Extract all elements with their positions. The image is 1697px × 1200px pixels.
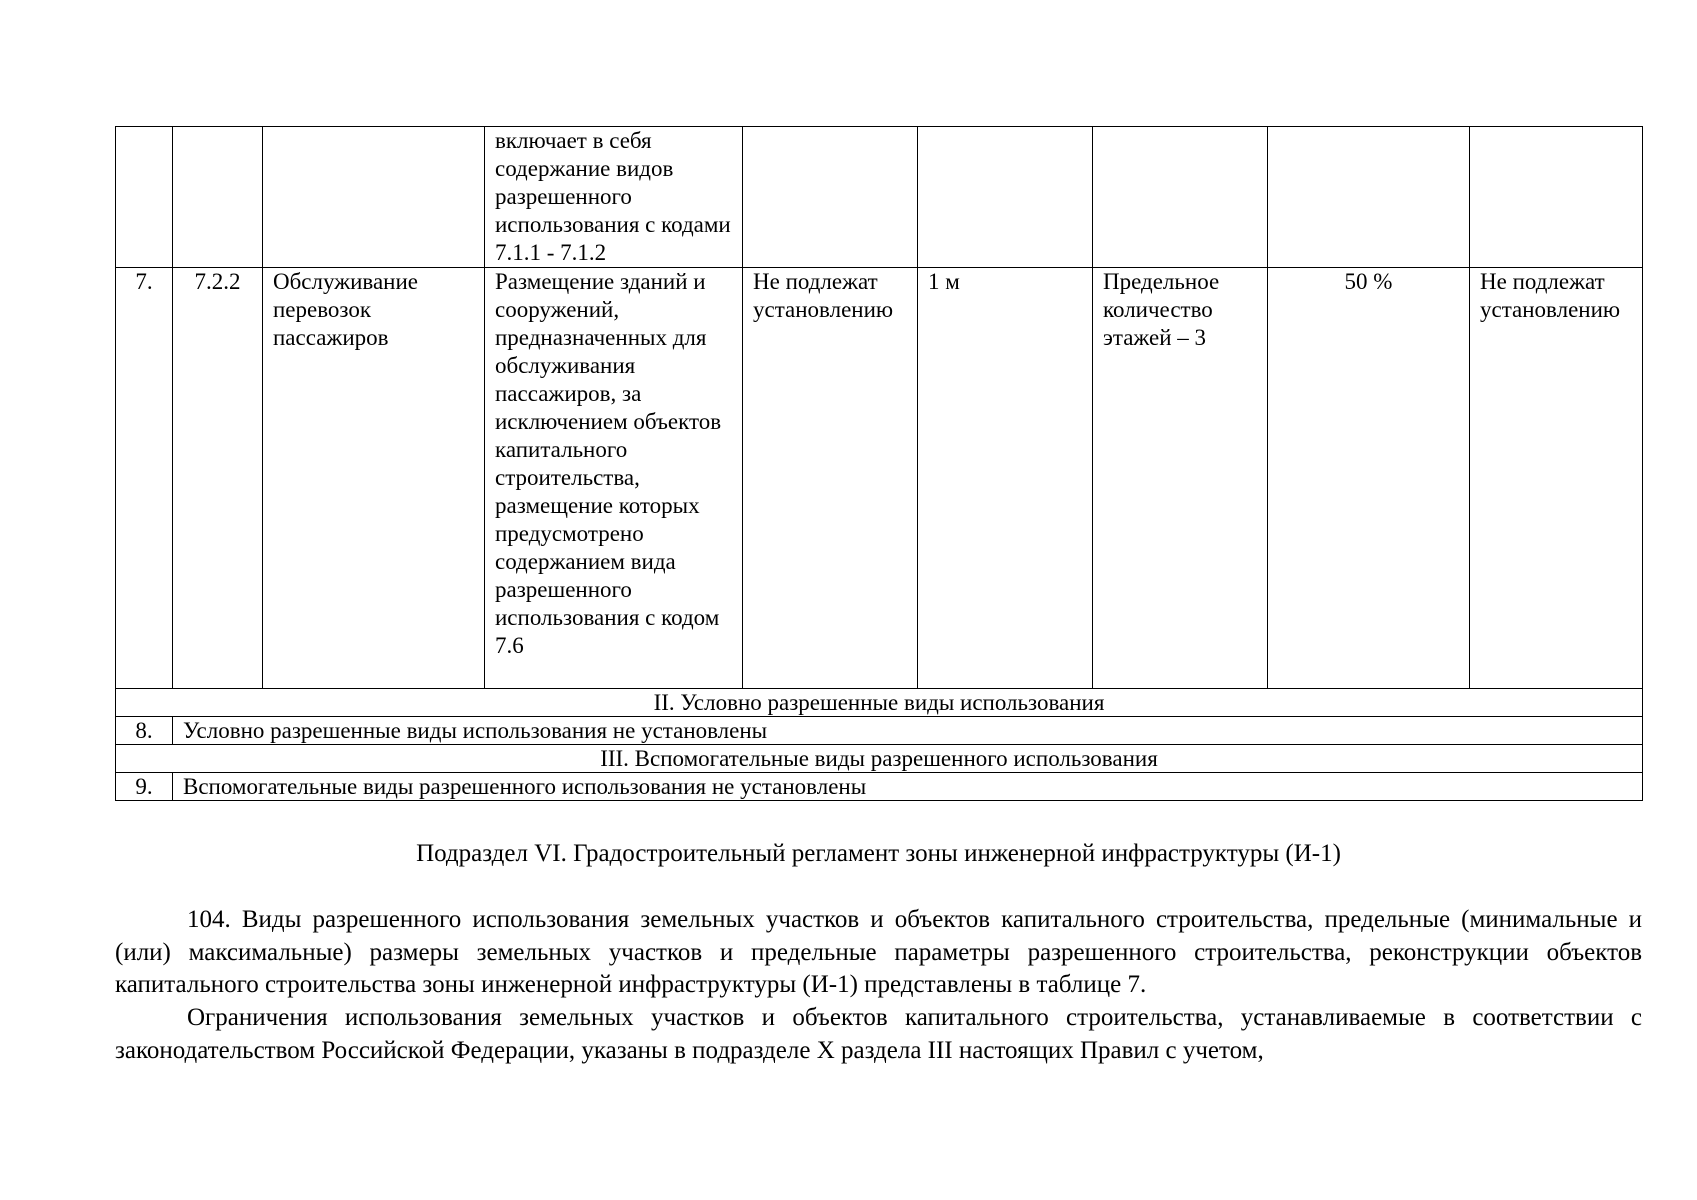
- cell-row-number: 9.: [116, 773, 173, 801]
- cell-text: Условно разрешенные виды использования не установлены: [173, 717, 1643, 745]
- cell-floors: Предельное количество этажей – 3: [1093, 268, 1268, 689]
- cell-empty: [1470, 127, 1643, 268]
- cell-empty: [263, 127, 485, 268]
- cell-other: Не подлежат установлению: [1470, 268, 1643, 689]
- cell-plot-size: Не подлежат установлению: [743, 268, 918, 689]
- table-row-continuation: [116, 127, 1643, 268]
- cell-row-number: 7.: [116, 268, 173, 689]
- cell-code: 7.2.2: [173, 268, 263, 689]
- cell-description: Размещение зданий и сооружений, предназначенных для обслуживания пассажиров, за исключением объектов капитального строительства, размещение которых предусмотрено содержанием вида разрешенного использования с кодом 7.6: [485, 268, 743, 689]
- subsection-title: Подраздел VI. Градостроительный регламент зоны инженерной инфраструктуры (И-1): [416, 840, 1341, 867]
- cell-empty: [1093, 127, 1268, 268]
- cell-setback: 1 м: [918, 268, 1093, 689]
- cell-empty: [173, 127, 263, 268]
- cell-empty: [116, 127, 173, 268]
- table-row-8: [116, 717, 1643, 745]
- cell-description: включает в себя содержание видов разрешенного использования с кодами 7.1.1 - 7.1.2: [485, 127, 743, 268]
- section-heading: II. Условно разрешенные виды использования: [116, 689, 1643, 717]
- cell-empty: [743, 127, 918, 268]
- regulation-table: [115, 126, 1643, 801]
- table-section-conditional: [116, 689, 1643, 717]
- table-row-7: [116, 268, 1643, 689]
- table-row-9: [116, 773, 1643, 801]
- cell-text: Вспомогательные виды разрешенного использования не установлены: [173, 773, 1643, 801]
- cell-coverage: 50 %: [1268, 268, 1470, 689]
- paragraph-restrictions: Ограничения использования земельных участков и объектов капитального строительства, устанавливаемые в соответствии с законодательством Российской Федерации, указаны в подразделе X раздела III настоящих Правил с учетом,: [115, 1004, 1642, 1064]
- cell-use-name: Обслуживание перевозок пассажиров: [263, 268, 485, 689]
- paragraph-104: 104. Виды разрешенного использования земельных участков и объектов капитального строительства, предельные (минимальные и (или) максимальные) размеры земельных участков и предельные параметры разрешенного строительства, реконструкции объектов капитального строительства зоны инженерной инфраструктуры (И-1) представлены в таблице 7.: [115, 906, 1642, 998]
- section-heading: III. Вспомогательные виды разрешенного использования: [116, 745, 1643, 773]
- cell-row-number: 8.: [116, 717, 173, 745]
- table-section-auxiliary: [116, 745, 1643, 773]
- cell-empty: [1268, 127, 1470, 268]
- cell-empty: [918, 127, 1093, 268]
